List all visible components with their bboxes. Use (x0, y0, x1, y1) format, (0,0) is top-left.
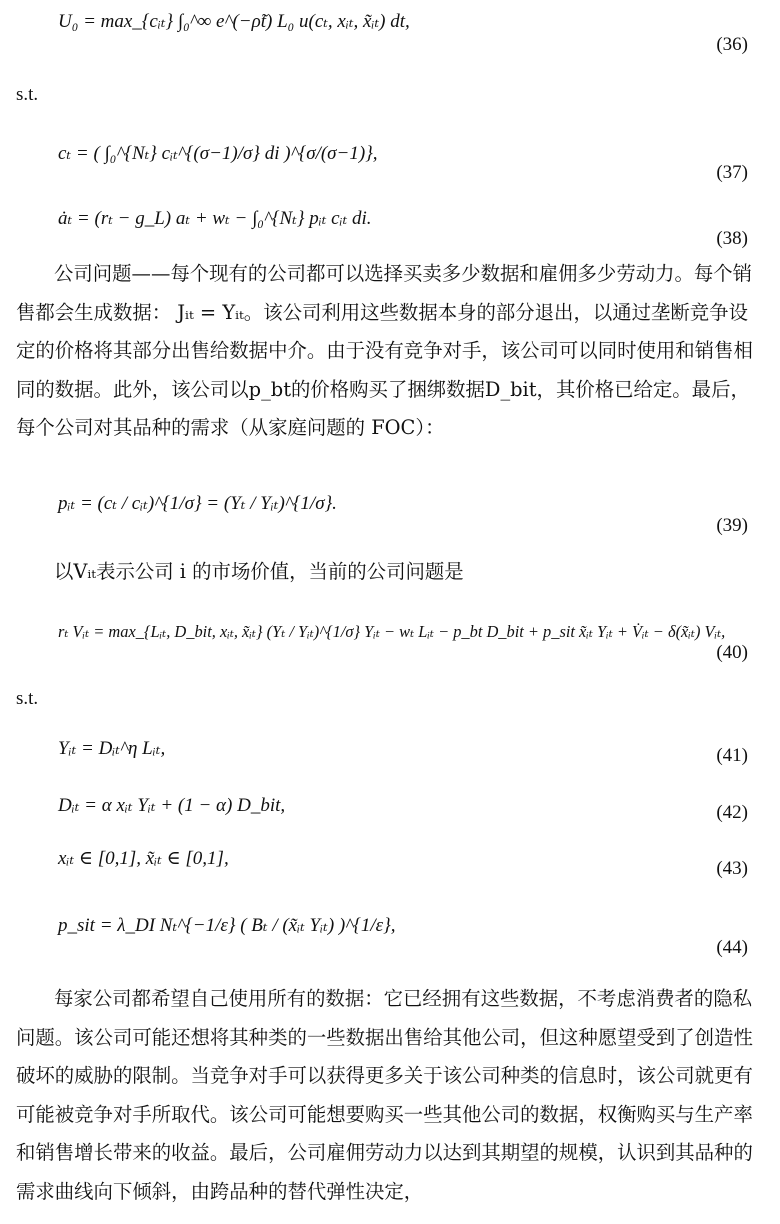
subject-to-label: s.t. (16, 84, 39, 105)
equation-40: rₜ Vᵢₜ = max_{Lᵢₜ, D_bit, xᵢₜ, x̃ᵢₜ} (Yₜ / Yᵢₜ)^{1/σ} Yᵢₜ − wₜ Lᵢₜ − p_bt D_bit + p_sit x̃ᵢₜ Yᵢₜ + V̇ᵢₜ − δ(x̃ᵢₜ) Vᵢₜ, (58, 622, 726, 641)
paragraph-market-value (16, 553, 766, 592)
equation-number-40: (40) (716, 642, 748, 663)
equation-42: Dᵢₜ = α xᵢₜ Yᵢₜ + (1 − α) D_bit, (58, 795, 286, 816)
equation-number-41: (41) (716, 745, 748, 766)
equation-36: U₀ = max_{cᵢₜ} ∫₀^∞ e^(−ρ̃t) L₀ u(cₜ, xᵢₜ, x̃ᵢₜ) dt, (58, 11, 410, 32)
equation-number-39: (39) (716, 515, 748, 536)
equation-37: cₜ = ( ∫₀^{Nₜ} cᵢₜ^{(σ−1)/σ} di )^{σ/(σ−1)}, (58, 143, 378, 164)
paragraph-text: 以Vᵢₜ表示公司 i 的市场价值，当前的公司问题是 (54, 560, 464, 583)
equation-43: xᵢₜ ∈ [0,1], x̃ᵢₜ ∈ [0,1], (58, 848, 229, 869)
equation-41: Yᵢₜ = Dᵢₜ^η Lᵢₜ, (58, 738, 166, 759)
paragraph-text: 公司问题——每个现有的公司都可以选择买卖多少数据和雇佣多少劳动力。每个销售都会生成数据： Jᵢₜ = Yᵢₜ。该公司利用这些数据本身的部分退出，以通过垄断竞争设定的价格将其部分出售给数据中介。由于没有竞争对手，该公司可以同时使用和销售相同的数据。此外，该公司以p_bt的价格购买了捆绑数据D_bit，其价格已给定。最后，每个公司对其品种的需求（从家庭问题的 FOC）： (16, 262, 753, 440)
paragraph-data-use (16, 980, 766, 1212)
equation-number-38: (38) (716, 228, 748, 249)
paragraph-text: 每家公司都希望自己使用所有的数据：它已经拥有这些数据，不考虑消费者的隐私问题。该公司可能还想将其种类的一些数据出售给其他公司，但这种愿望受到了创造性破坏的威胁的限制。当竞争对手可以获得更多关于该公司种类的信息时，该公司就更有可能被竞争对手所取代。该公司可能想要购买一些其他公司的数据，权衡购买与生产率和销售增长带来的收益。最后，公司雇佣劳动力以达到其期望的规模，认识到其品种的需求曲线向下倾斜，由跨品种的替代弹性决定， (16, 987, 753, 1203)
paragraph-firm-problem (16, 255, 766, 448)
equation-number-42: (42) (716, 802, 748, 823)
equation-44: p_sit = λ_DI Nₜ^{−1/ε} ( Bₜ / (x̃ᵢₜ Yᵢₜ) )^{1/ε}, (58, 915, 396, 936)
equation-38: ȧₜ = (rₜ − g_L) aₜ + wₜ − ∫₀^{Nₜ} pᵢₜ cᵢₜ di. (58, 208, 372, 229)
equation-number-37: (37) (716, 162, 748, 183)
subject-to-label: s.t. (16, 688, 39, 709)
equation-39: pᵢₜ = (cₜ / cᵢₜ)^{1/σ} = (Yₜ / Yᵢₜ)^{1/σ}. (58, 493, 337, 514)
equation-number-36: (36) (716, 34, 748, 55)
equation-number-43: (43) (716, 858, 748, 879)
equation-number-44: (44) (716, 937, 748, 958)
